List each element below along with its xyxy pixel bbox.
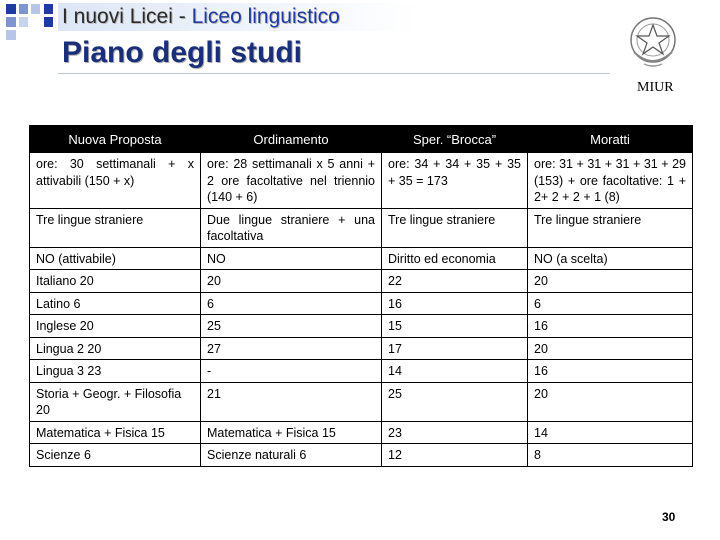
table-cell: Lingua 2 20 (30, 337, 201, 360)
table-cell: - (201, 360, 382, 383)
column-header: Ordinamento (201, 126, 382, 153)
table-cell: Matematica + Fisica 15 (201, 421, 382, 444)
table-row (30, 360, 693, 383)
table-cell: Tre lingue straniere (382, 208, 528, 247)
table-cell: Italiano 20 (30, 270, 201, 293)
table-cell: 20 (528, 337, 693, 360)
table-cell: 22 (382, 270, 528, 293)
table-cell: 17 (382, 337, 528, 360)
table-cell: Due lingue straniere + una facoltativa (201, 208, 382, 247)
slide-title: I nuovi Licei - Liceo linguistico (62, 5, 340, 28)
table-cell: Tre lingue straniere (528, 208, 693, 247)
table-row (30, 315, 693, 338)
table-row (30, 292, 693, 315)
table-cell: 20 (528, 270, 693, 293)
table-header-row (30, 126, 693, 153)
table-row (30, 247, 693, 270)
table-cell: 23 (382, 421, 528, 444)
table-cell: 16 (382, 292, 528, 315)
table-cell: 14 (528, 421, 693, 444)
table-cell: 8 (528, 444, 693, 467)
table-cell: 20 (201, 270, 382, 293)
table-cell: Inglese 20 (30, 315, 201, 338)
column-header: Nuova Proposta (30, 126, 201, 153)
table-cell: Diritto ed economia (382, 247, 528, 270)
table-row (30, 153, 693, 209)
table-cell: ore: 31 + 31 + 31 + 31 + 29 (153) + ore facoltative: 1 + 2+ 2 + 2 + 1 (8) (528, 153, 693, 209)
corner-decoration (0, 0, 60, 48)
table-cell: ore: 30 settimanali + x attivabili (150 + x) (30, 153, 201, 209)
table-row (30, 444, 693, 467)
table-cell: 12 (382, 444, 528, 467)
table-row (30, 337, 693, 360)
study-plan-table (29, 125, 693, 467)
table-cell: Lingua 3 23 (30, 360, 201, 383)
republic-emblem-icon (626, 12, 680, 72)
table-row (30, 208, 693, 247)
table-cell: 16 (528, 360, 693, 383)
table-cell: 16 (528, 315, 693, 338)
table-cell: Tre lingue straniere (30, 208, 201, 247)
table-cell: 25 (382, 382, 528, 421)
table-cell: Scienze 6 (30, 444, 201, 467)
table-cell: Matematica + Fisica 15 (30, 421, 201, 444)
table-row (30, 382, 693, 421)
slide-subtitle: Piano degli studi (62, 36, 303, 69)
table-cell: Scienze naturali 6 (201, 444, 382, 467)
table-cell: Storia + Geogr. + Filosofia 20 (30, 382, 201, 421)
table-cell: 25 (201, 315, 382, 338)
table-cell: NO (a scelta) (528, 247, 693, 270)
table-cell: 21 (201, 382, 382, 421)
table-cell: 14 (382, 360, 528, 383)
table-cell: Latino 6 (30, 292, 201, 315)
table-cell: NO (attivabile) (30, 247, 201, 270)
table-row (30, 421, 693, 444)
logo-caption: MIUR (637, 80, 674, 95)
column-header: Moratti (528, 126, 693, 153)
table-cell: 15 (382, 315, 528, 338)
table-cell: 27 (201, 337, 382, 360)
table-cell: NO (201, 247, 382, 270)
table-cell: ore: 28 settimanali x 5 anni + 2 ore facoltative nel triennio (140 + 6) (201, 153, 382, 209)
title-divider (58, 73, 610, 74)
table-cell: 6 (528, 292, 693, 315)
table-cell: ore: 34 + 34 + 35 + 35 + 35 = 173 (382, 153, 528, 209)
column-header: Sper. “Brocca” (382, 126, 528, 153)
table-row (30, 270, 693, 293)
table-cell: 20 (528, 382, 693, 421)
page-number: 30 (662, 510, 676, 524)
table-cell: 6 (201, 292, 382, 315)
